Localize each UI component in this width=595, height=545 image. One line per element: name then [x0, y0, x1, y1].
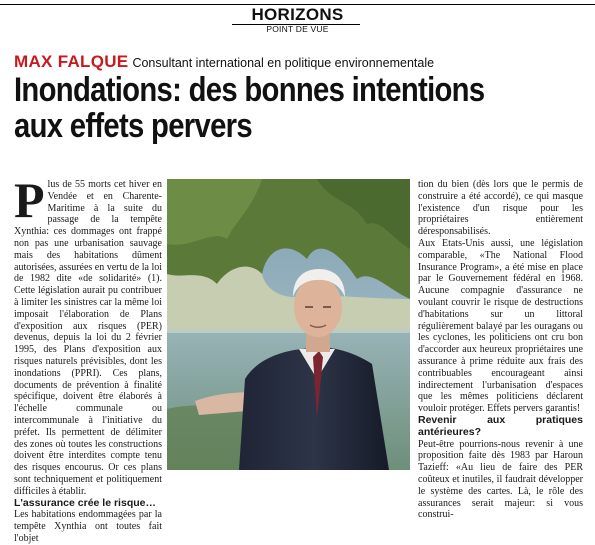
author-photo: [167, 179, 410, 470]
author-name: MAX FALQUE: [14, 52, 129, 71]
section-subtitle: POINT DE VUE: [266, 24, 329, 34]
subheading: Revenir aux pratiques antérieures?: [418, 413, 583, 438]
headline: [14, 72, 509, 144]
paragraph-text: lus de 55 morts cet hiver en Vendée et en Charente-Maritime à la suite du passage de la tempête Xynthia: ces dommages ont frappé non pas une urbanisation sauvage mais des habitations dûment autorisées, assurées en vertu de la loi de 1982 dite «de solidarité» (1). Cette législation aurait pu contribuer à limiter les sinistres car la même loi imposait l'élaboration de Plans d'exposition aux risques (PER) devenus, depuis la loi du 2 février 1995, des Plans d'exposition aux risques naturels prévisibles, dont les inondations (PPRI). Ces plans, documents de prévention à finalité spécifique, doivent être élaborés à l'échelle communale ou intercommunale à l'initiative du préfet. Ils permettent de délimiter des zones où toutes les constructions doivent être interdites compte tenu des risques encourus. Or ces plans sont techniquement et politiquement difficiles à établir.: [14, 179, 163, 497]
dropcap: P: [14, 172, 45, 228]
author-role: Consultant international en politique environnementale: [132, 56, 435, 70]
section-title: HORIZONS: [251, 5, 344, 24]
paragraph: Les habitations endommagées par la tempête Xynthia ont toutes fait l'objet: [14, 509, 162, 544]
paragraph: tion du bien (dès lors que le permis de construire a été accordé), ce qui masque l'existence d'un risque pour les propriétaires entièrement déresponsabilisés.: [418, 179, 583, 238]
byline: [14, 52, 589, 73]
paragraph: Peut-être pourrions-nous revenir à une proposition faite dès 1983 par Haroun Tazieff: «Au lieu de faire des PER coûteux et inutiles, il faudrait développer le système des cartes. Là, le rôle des assurances serait majeur: si vous construi-: [418, 438, 583, 521]
headline-line-1: Inondations: des bonnes intentions: [14, 71, 485, 109]
paragraph: Aux Etats-Unis aussi, une législation comparable, «The National Flood Insurance Program», a été mise en place par le Gouvernement fédéral en 1968. Aucune compagnie d'assurance ne voulant couvrir le risque de destructions d'habitations sur un littoral régulièrement balayé par les ouragans ou les cyclones, les politiciens ont cru bon d'accorder aux heureux propriétaires une assurance à prime réduite aux frais des contribuables encourageant ainsi indirectement l'urbanisation d'espaces que les mêmes politiciens déclarent vouloir protéger. Effets pervers garantis!: [418, 237, 583, 415]
subheading: L'assurance crée le risque…: [14, 496, 156, 509]
headline-line-2: aux effets pervers: [14, 107, 252, 145]
paragraph: [14, 172, 163, 498]
article-column-1: [14, 172, 163, 545]
